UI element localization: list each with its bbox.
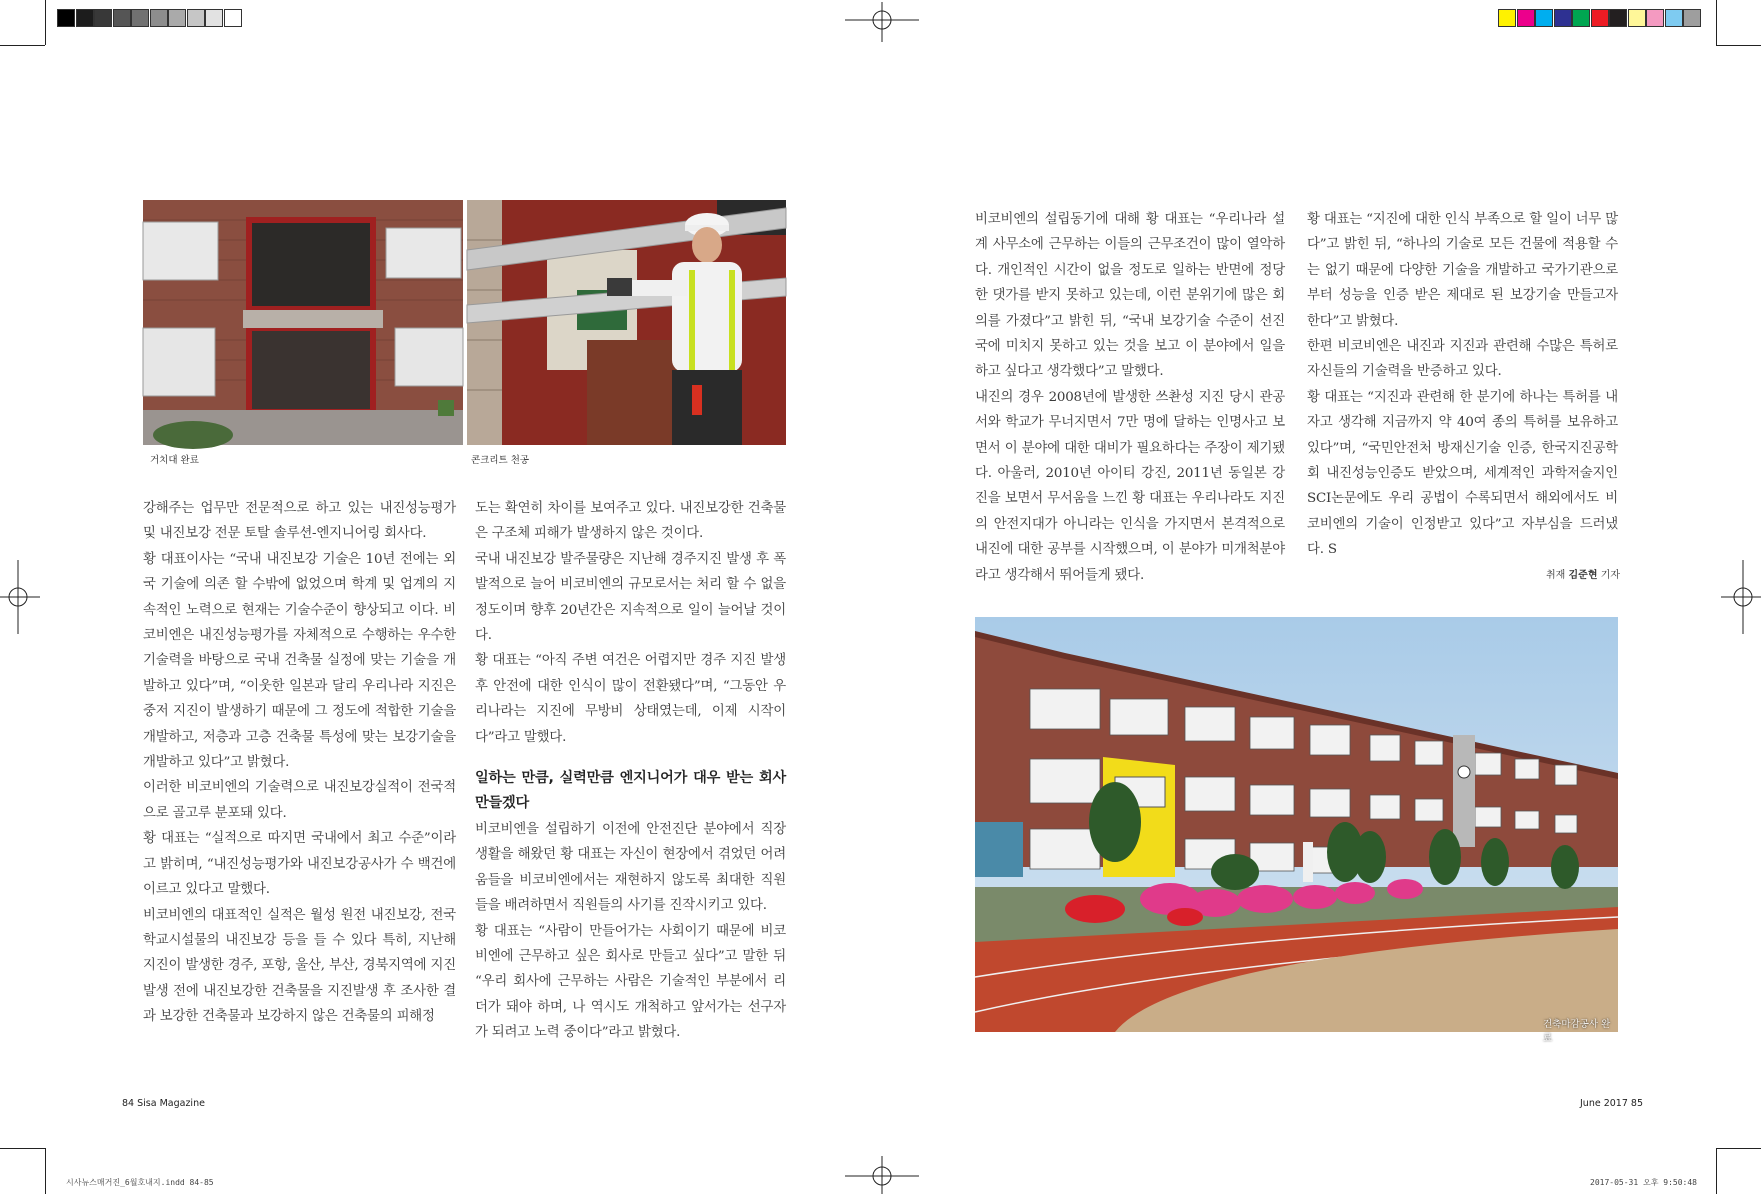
paragraph: 도는 확연히 차이를 보여주고 있다. 내진보강한 건축물은 구조체 피해가 발생하지 않은 것이다. [475, 501, 786, 542]
crop-mark [0, 1148, 45, 1149]
registration-mark-right [1721, 560, 1761, 634]
paragraph: 이러한 비코비엔의 기술력으로 내진보강실적이 전국적으로 골고루 분포돼 있다. [143, 780, 456, 821]
color-swatch [1554, 9, 1572, 27]
paragraph: 황 대표는 “실적으로 따지면 국내에서 최고 수준”이라고 밝히며, “내진성능평가와 내진보강공사가 수 백건에 이르고 있다고 말했다. [143, 831, 456, 898]
photo-concrete-drilling [467, 200, 786, 445]
color-swatch [1517, 9, 1535, 27]
paragraph: 강해주는 업무만 전문적으로 하고 있는 내진성능평가 및 내진보강 전문 토탈 솔루션-엔지니어링 회사다. [143, 501, 456, 542]
color-swatch [1572, 9, 1590, 27]
photo-caption-frame: 거치대 완료 [150, 455, 199, 466]
color-swatch [1646, 9, 1664, 27]
byline-name: 김준현 [1568, 570, 1598, 581]
photo-caption-school: 건축마감공사 완료 [1543, 1019, 1611, 1044]
color-swatch [76, 9, 94, 27]
right-column-2 [1307, 207, 1618, 563]
photo-school-building [975, 617, 1618, 1044]
color-swatch [205, 9, 223, 27]
color-swatch [94, 9, 112, 27]
paragraph: 황 대표는 “지진과 관련해 한 분기에 하나는 특허를 내자고 생각해 지금까지 약 40여 종의 특허를 보유하고 있다”며, “국민안전처 방재신기술 인증, 한국지진공학회 내진성능인증도 받았으며, 세계적인 과학저술지인 SCI논문에도 우리 공법이 수록되면서 해외에서도 비코비엔의 기술이 인정받고 있다”고 자부심을 드러냈다. S [1307, 389, 1618, 558]
left-page-folio: 84 Sisa Magazine [122, 1098, 205, 1109]
color-swatch [1498, 9, 1516, 27]
paragraph: 국내 내진보강 발주물량은 지난해 경주지진 발생 후 폭발적으로 늘어 비코비엔의 규모로서는 처리 할 수 없을 정도이며 향후 20년간은 지속적으로 일이 늘어날 것이다. [475, 551, 786, 644]
byline-suffix: 기자 [1600, 570, 1621, 581]
paragraph: 황 대표이사는 “국내 내진보강 기술은 10년 전에는 외국 기술에 의존 할 수밖에 없었으며 학계 및 업계의 지속적인 노력으로 현재는 기술수준이 향상되고 이다. 비코비엔은 내진성능평가를 자체적으로 수행하는 우수한 기술력을 바탕으로 국내 건축물 실정에 맞는 기술을 개발하고 있다”며, “이웃한 일본과 달리 우리나라 지진은 중저 지진이 발생하기 때문에 그 정도에 적합한 기술을 개발하고, 저층과 고층 건축물 특성에 맞는 보강기술을 개발하고 있다”고 밝혔다. [143, 551, 456, 771]
crop-mark [45, 1148, 46, 1194]
slug-timestamp: 2017-05-31 오후 9:50:48 [1590, 1178, 1697, 1187]
registration-mark-left [0, 560, 40, 634]
byline-prefix: 취재 [1546, 570, 1566, 581]
color-swatch [1609, 9, 1627, 27]
color-swatch [1665, 9, 1683, 27]
color-swatch [131, 9, 149, 27]
color-swatch [150, 9, 168, 27]
paragraph: 비코비엔을 설립하기 이전에 안전진단 분야에서 직장생활을 해왔던 황 대표는 자신이 현장에서 겪었던 어려움들을 비코비엔에서는 재현하지 않도록 최대한 직원들을 배려하면서 직원들의 사기를 진작시키고 있다. [475, 821, 786, 914]
color-swatch [57, 9, 75, 27]
photo-caption-drilling: 콘크리트 천공 [471, 455, 530, 466]
color-swatch [113, 9, 131, 27]
paragraph: 한편 비코비엔은 내진과 지진과 관련해 수많은 특허로 자신들의 기술력을 반증하고 있다. [1307, 339, 1618, 380]
byline [1546, 566, 1620, 581]
crop-mark [1716, 1148, 1717, 1194]
paragraph: 황 대표는 “아직 주변 여건은 어렵지만 경주 지진 발생 후 안전에 대한 인식이 많이 전환됐다”며, “그동안 우리나라는 지진에 무방비 상태였는데, 이제 시작이다”라고 말했다. [475, 653, 786, 745]
color-swatch [224, 9, 242, 27]
registration-mark-bottom [845, 1156, 919, 1194]
crop-mark [1716, 0, 1717, 45]
paragraph: 황 대표는 “사람이 만들어가는 사회이기 때문에 비코비엔에 근무하고 싶은 회사로 만들고 싶다”고 말한 뒤 “우리 회사에 근무하는 사람은 기술적인 부분에서 리더가 돼야 하며, 나 역시도 개척하고 앞서가는 선구자가 되려고 노력 중이다”라고 밝혔다. [475, 923, 786, 1041]
color-swatch [1591, 9, 1609, 27]
color-swatch [1535, 9, 1553, 27]
paragraph: 비코비엔의 대표적인 실적은 월성 원전 내진보강, 전국 학교시설물의 내진보강 등을 들 수 있다 특히, 지난해 지진이 발생한 경주, 포항, 울산, 부산, 경북지역에 지진발생 전에 내진보강한 건축물을 지진발생 후 조사한 결과 보강한 건축물과 보강하지 않은 건축물의 피해정 [143, 907, 456, 1025]
right-column-1 [975, 207, 1285, 588]
right-page-folio: June 2017 85 [1580, 1098, 1643, 1109]
crop-mark [1716, 45, 1761, 46]
paragraph: 비코비엔의 설립동기에 대해 황 대표는 “우리나라 설계 사무소에 근무하는 이들의 근무조건이 많이 열악하다. 개인적인 시간이 없을 정도로 일하는 반면에 정당한 댓가를 받지 못하고 있는데, 이런 분위기에 많은 회의를 가졌다”고 밝힌 뒤, “국내 보강기술 수준이 선진국에 미치지 못하고 있는 것을 보고 이 분야에서 일을 하고 싶다고 생각했다”고 말했다. [975, 212, 1285, 380]
registration-mark-top [845, 2, 919, 42]
slug-file-name: 시사뉴스매거진_6월호내지.indd 84-85 [66, 1178, 214, 1187]
section-heading: 일하는 만큼, 실력만큼 엔지니어가 대우 받는 회사 만들겠다 [475, 770, 786, 812]
paragraph: 내진의 경우 2008년에 발생한 쓰촨성 지진 당시 관공서와 학교가 무너지면서 7만 명에 달하는 인명사고 보면서 이 분야에 대한 대비가 필요하다는 주장이 제기됐다. 아울러, 2010년 아이티 강진, 2011년 동일본 강진을 보면서 무서움을 느낀 황 대표는 우리나라도 지진의 안전지대가 아니라는 인식을 가지면서 본격적으로 내진에 대한 공부를 시작했으며, 이 분야가 미개척분야라고 생각해서 뛰어들게 됐다. [975, 389, 1285, 583]
color-swatch [1683, 9, 1701, 27]
color-swatch [187, 9, 205, 27]
paragraph: 황 대표는 “지진에 대한 인식 부족으로 할 일이 너무 많다”고 밝힌 뒤, “하나의 기술로 모든 건물에 적용할 수는 없기 때문에 다양한 기술을 개발하고 국가기관으로부터 성능을 인증 받은 제대로 된 보강기술 만들고자 한다”고 밝혔다. [1307, 212, 1618, 329]
color-swatch [1628, 9, 1646, 27]
crop-mark [0, 45, 45, 46]
left-column-1 [143, 496, 456, 1030]
crop-mark [45, 0, 46, 45]
left-column-2 [475, 496, 786, 1046]
color-swatch [168, 9, 186, 27]
photo-frame-installation [143, 200, 463, 445]
crop-mark [1716, 1148, 1761, 1149]
